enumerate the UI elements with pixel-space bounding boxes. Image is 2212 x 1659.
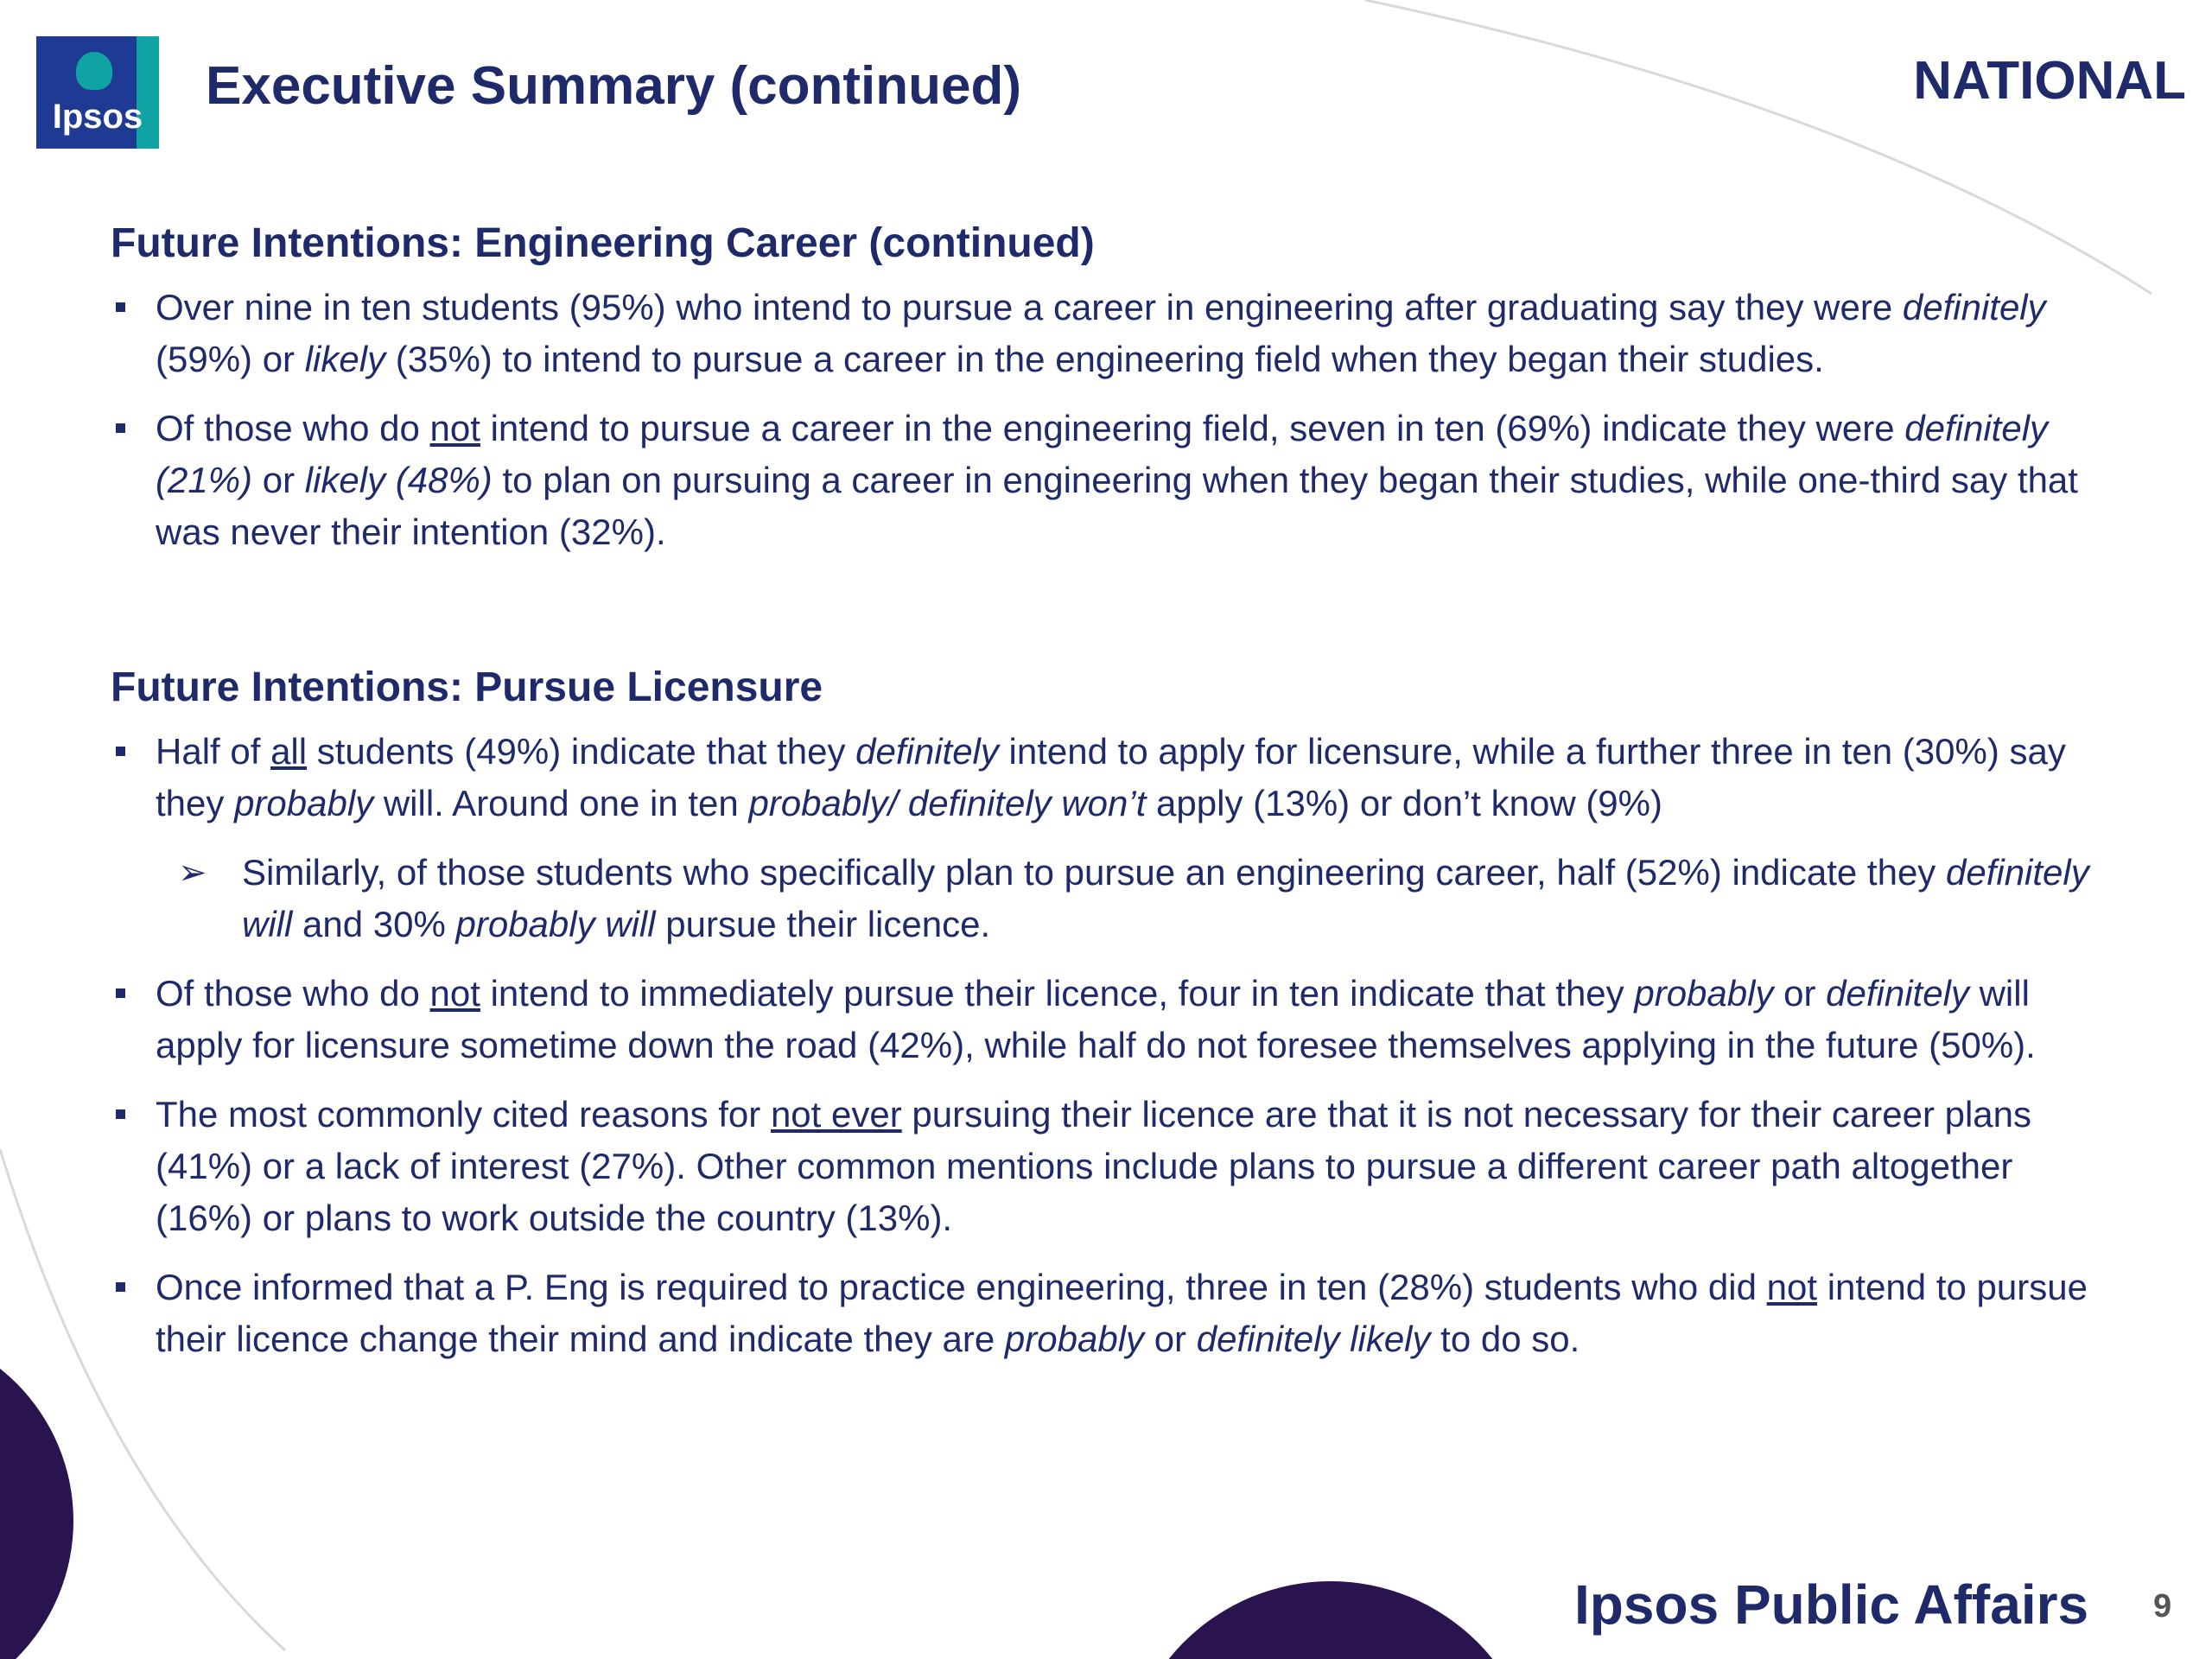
decorative-circle-left [0, 1326, 73, 1659]
bullet-item: Over nine in ten students (95%) who intend to pursue a career in engineering after graduating say they were definitely (59%) or likely (35%) to intend to pursue a career in the engineering field when they began their studies. [111, 282, 2098, 385]
ipsos-logo [36, 36, 159, 149]
bullet-item: Once informed that a P. Eng is required to practice engineering, three in ten (28%) students who did not intend to pursue their licence change their mind and indicate they are probably or definitely likely to do so. [111, 1262, 2098, 1365]
page-title: Executive Summary (continued) [206, 56, 1022, 116]
slide-content [111, 218, 2098, 1382]
bullet-item: Of those who do not intend to pursue a career in the engineering field, seven in ten (69%) indicate they were definitely (21%) or likely (48%) to plan on pursuing a career in engineering when they began their studies, while one-third say that was never their intention (32%). [111, 403, 2098, 558]
square-bullet-icon [116, 1282, 125, 1292]
arrow-bullet-icon: ➢ [178, 854, 207, 892]
decorative-circle-bottom [1123, 1581, 1538, 1659]
square-bullet-icon [116, 1109, 125, 1119]
sub-bullet-item: ➢ Similarly, of those students who specifically plan to pursue an engineering career, half (52%) indicate they definitely will and 30% probably will pursue their licence. [111, 847, 2098, 950]
bullet-item: Of those who do not intend to immediately pursue their licence, four in ten indicate that they probably or definitely will apply for licensure sometime down the road (42%), while half do not foresee themselves applying in the future (50%). [111, 968, 2098, 1071]
logo-text: Ipsos [52, 98, 143, 136]
section-heading-licensure: Future Intentions: Pursue Licensure [111, 664, 823, 710]
square-bullet-icon [116, 747, 125, 756]
bullet-item: Half of all students (49%) indicate that they definitely intend to apply for licensure, while a further three in ten (30%) say they probably will. Around one in ten probably/ definitely won’t apply (13%) or don’t know (9%) [111, 726, 2098, 830]
region-label: NATIONAL [1913, 51, 2186, 111]
bullet-list-licensure [111, 726, 2098, 1365]
square-bullet-icon [116, 988, 125, 998]
bullet-list-engineering-career [111, 282, 2098, 558]
section-heading-engineering-career: Future Intentions: Engineering Career (continued) [111, 220, 1095, 266]
bullet-item: The most commonly cited reasons for not ever pursuing their licence are that it is not necessary for their career plans (41%) or a lack of interest (27%). Other common mentions include plans to pursue a different career path altogether (16%) or plans to work outside the country (13%). [111, 1089, 2098, 1244]
logo-head-icon [76, 52, 112, 90]
footer-brand: Ipsos Public Affairs [1574, 1573, 2089, 1636]
square-bullet-icon [116, 423, 125, 433]
square-bullet-icon [116, 302, 125, 312]
page-number: 9 [2153, 1588, 2172, 1624]
